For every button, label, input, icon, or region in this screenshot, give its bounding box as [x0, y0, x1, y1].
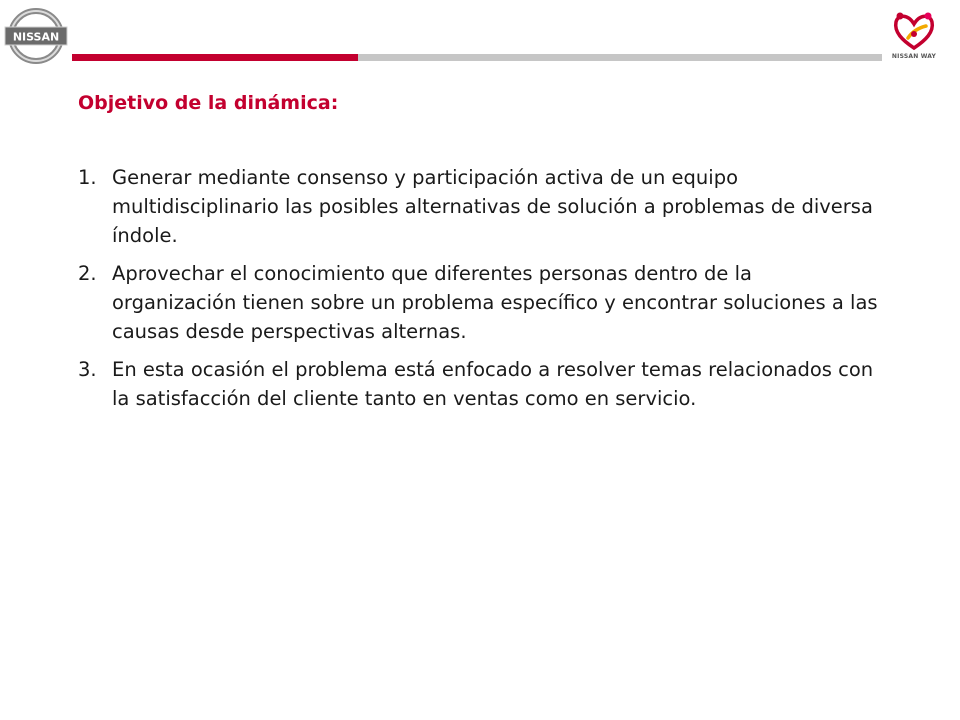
objective-number: 2.	[78, 262, 97, 285]
slide-heading: Objetivo de la dinámica:	[78, 92, 339, 114]
objective-number: 1.	[78, 166, 97, 189]
objective-text: En esta ocasión el problema está enfocado a resolver temas relacionados con la satisfacción del cliente tanto en ventas como en servicio.	[112, 358, 874, 410]
header-bar-grey-segment	[358, 54, 882, 61]
objective-item-1	[78, 163, 878, 250]
nissan-way-text: NISSAN WAY	[891, 53, 937, 60]
nissan-emblem-icon	[4, 6, 68, 66]
nissan-way-heart-icon	[888, 8, 940, 52]
objective-text: Aprovechar el conocimiento que diferentes personas dentro de la organización tienen sobre un problema específico y encontrar soluciones a las causas desde perspectivas alternas.	[112, 262, 878, 343]
nissan-logo-text: NISSAN	[12, 30, 60, 44]
objective-item-2	[78, 259, 878, 346]
objective-number: 3.	[78, 358, 97, 381]
objective-text: Generar mediante consenso y participación activa de un equipo multidisciplinario las posibles alternativas de solución a problemas de diversa índole.	[112, 166, 873, 247]
nissan-logo	[4, 6, 68, 66]
objective-list	[78, 163, 878, 422]
header-divider-bar	[72, 54, 882, 61]
header-bar-red-segment	[72, 54, 358, 61]
nissan-way-logo	[888, 8, 940, 66]
objective-item-3	[78, 355, 878, 413]
